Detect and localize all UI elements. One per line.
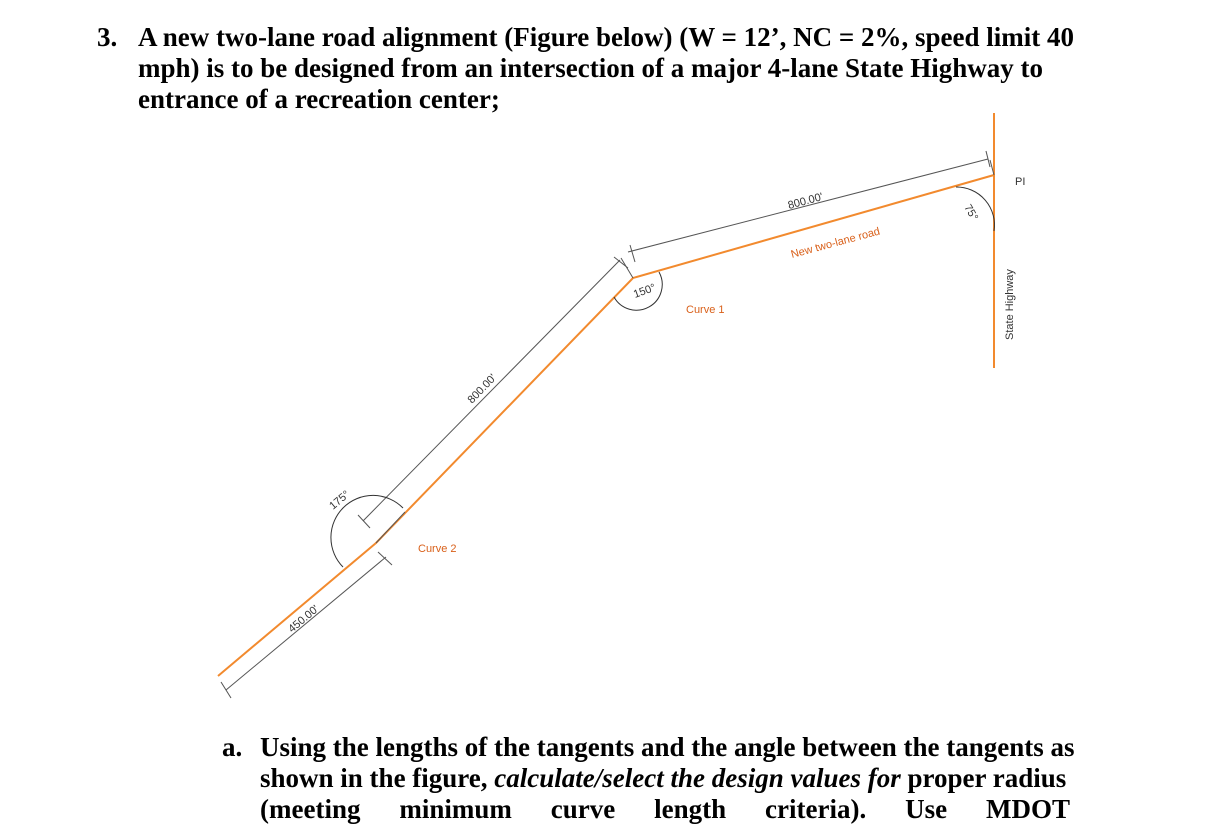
part-a-word: minimum bbox=[399, 794, 512, 824]
part-a-line2-italic: calculate/select the design values for bbox=[494, 763, 901, 793]
label-state-highway: State Highway bbox=[1004, 269, 1016, 340]
new-road-alignment bbox=[218, 175, 994, 676]
label-angle-pi: 75° bbox=[961, 202, 981, 223]
label-curve-1: Curve 1 bbox=[686, 304, 725, 316]
question-text-line-1: A new two-lane road alignment (Figure below) (W = 12’, NC = 2%, speed limit 40 bbox=[138, 22, 1074, 52]
question-number: 3. bbox=[97, 22, 118, 52]
question-text-line-3: entrance of a recreation center; bbox=[138, 84, 500, 114]
part-a-word: (meeting bbox=[260, 794, 361, 824]
label-tangent-mid: 800.00' bbox=[465, 372, 499, 407]
part-a-line2-end: proper radius bbox=[900, 763, 1067, 793]
label-pi: PI bbox=[1015, 176, 1026, 188]
label-new-road: New two-lane road bbox=[789, 225, 882, 261]
part-a-line2-start: shown in the figure, bbox=[260, 763, 495, 793]
part-a-text-line-3 bbox=[260, 794, 1070, 825]
question-text-line-2: mph) is to be designed from an intersection of a major 4-lane State Highway to bbox=[138, 53, 1043, 83]
part-a-text-line-2 bbox=[260, 763, 1066, 794]
part-a-word: length bbox=[654, 794, 727, 824]
part-a-word: curve bbox=[550, 794, 616, 824]
part-a-word: criteria). bbox=[765, 794, 867, 824]
label-curve-2: Curve 2 bbox=[418, 543, 457, 555]
part-a-text-line-1: Using the lengths of the tangents and the angle between the tangents as bbox=[260, 732, 1075, 762]
part-a-word: Use bbox=[905, 794, 948, 824]
label-tangent-top: 800.00' bbox=[786, 191, 825, 212]
label-angle-curve2: 175° bbox=[327, 488, 353, 513]
part-a-word: MDOT bbox=[985, 794, 1070, 824]
part-a-letter: a. bbox=[222, 732, 243, 762]
label-angle-curve1: 150° bbox=[631, 281, 658, 301]
label-tangent-bottom: 450.00' bbox=[286, 603, 322, 636]
